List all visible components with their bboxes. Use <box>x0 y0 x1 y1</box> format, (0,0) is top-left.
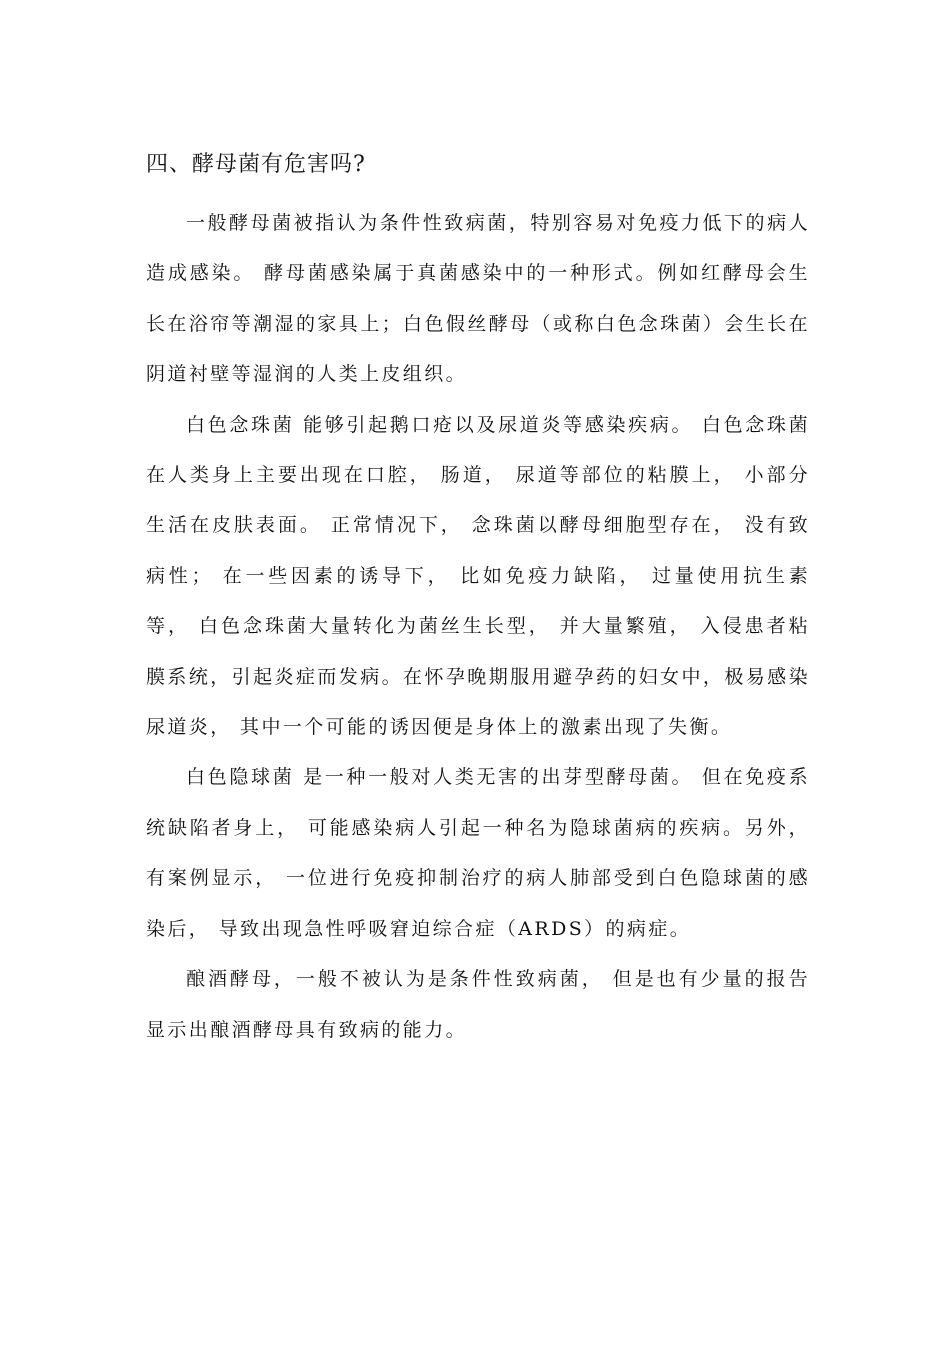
body-text <box>146 198 810 1055</box>
paragraph-yeast-pathogen: 一般酵母菌被指认为条件性致病菌，特别容易对免疫力低下的病人造成感染。 酵母菌感染属于真菌感染中的一种形式。例如红酵母会生长在浴帘等潮湿的家具上；白色假丝酵母（或称白色念珠菌）会生长在阴道衬壁等湿润的人类上皮组织。 <box>146 212 810 386</box>
paragraph-cryptococcus: 白色隐球菌 是一种一般对人类无害的出芽型酵母菌。 但在免疫系统缺陷者身上， 可能感染病人引起一种名为隐球菌病的疾病。另外， 有案例显示， 一位进行免疫抑制治疗的病人肺部受到白色隐球菌的感染后， 导致出现急性呼吸窘迫综合症（ARDS）的病症。 <box>146 766 810 940</box>
paragraph-candida-albicans: 白色念珠菌 能够引起鹅口疮以及尿道炎等感染疾病。 白色念珠菌在人类身上主要出现在口腔， 肠道， 尿道等部位的粘膜上， 小部分生活在皮肤表面。 正常情况下， 念珠菌以酵母细胞型存在， 没有致病性； 在一些因素的诱导下， 比如免疫力缺陷， 过量使用抗生素等， 白色念珠菌大量转化为菌丝生长型， 并大量繁殖， 入侵患者粘膜系统，引起炎症而发病。在怀孕晚期服用避孕药的妇女中，极易感染尿道炎， 其中一个可能的诱因便是身体上的激素出现了失衡。 <box>146 413 810 739</box>
section-heading: 四、酵母菌有危害吗? <box>146 152 366 177</box>
paragraph-saccharomyces: 酿酒酵母，一般不被认为是条件性致病菌， 但是也有少量的报告显示出酿酒酵母具有致病的能力。 <box>146 968 810 1041</box>
